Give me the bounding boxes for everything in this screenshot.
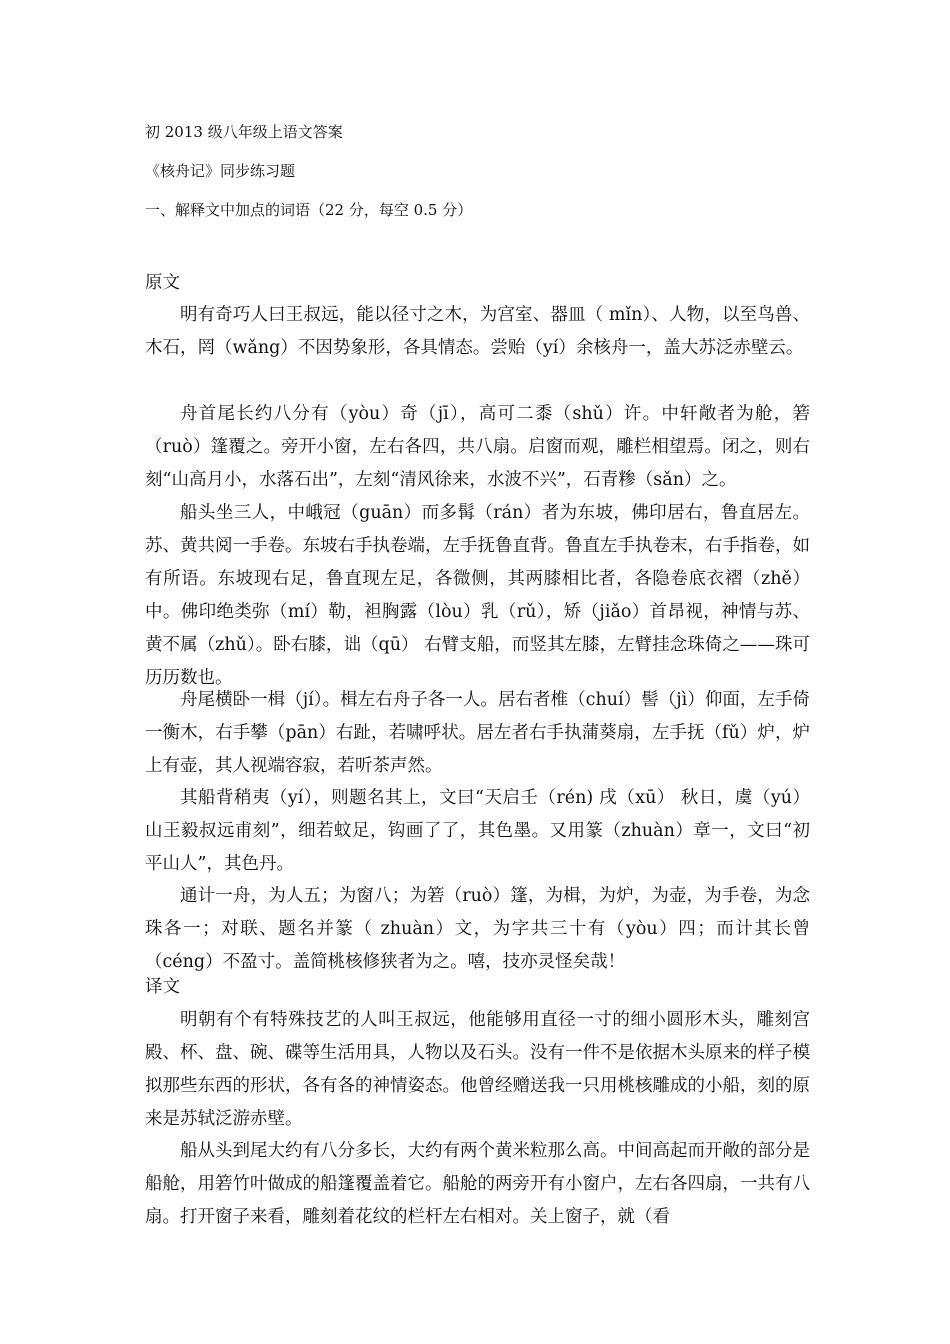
- original-paragraph-3: 船头坐三人，中峨冠（guān）而多髯（rán）者为东坡，佛印居右，鲁直居左。苏、黄共阅一手卷。东坡右手执卷端，左手抚鲁直背。鲁直左手执卷末，右手指卷，如有所语。东坡现右足，鲁直现左足，各微侧，其两膝相比者，各隐卷底衣褶（zhě）中。佛印绝类弥（mí）勒，袒胸露（lòu）乳（rǔ），矫（jiǎo）首昂视，神情与苏、黄不属（zhǔ）。卧右膝，诎（qū） 右臂支船，而竖其左膝，左臂挂念珠倚之——珠可历历数也。: [145, 503, 810, 688]
- exercise-title: 《核舟记》同步练习题: [145, 162, 296, 180]
- original-paragraph-1: 明有奇巧人曰王叔远，能以径寸之木，为宫室、器皿（ mǐn）、人物，以至鸟兽、木石，罔（wǎng）不因势象形，各具情态。尝贻（yí）余核舟一，盖大苏泛赤壁云。: [145, 305, 810, 358]
- original-text-label: 原文: [145, 273, 180, 293]
- question-heading: 一、解释文中加点的词语（22 分，每空 0.5 分）: [145, 201, 473, 219]
- translation-label: 译文: [145, 977, 180, 997]
- translation-paragraph-2: 船从头到尾大约有八分多长，大约有两个黄米粒那么高。中间高起而开敞的部分是船舱，用箬竹叶做成的船篷覆盖着它。船舱的两旁开有小窗户，左右各四扇，一共有八扇。打开窗子来看，雕刻着花纹的栏杆左右相对。关上窗子，就（看: [145, 1141, 810, 1227]
- original-paragraph-5: 其船背稍夷（yí），则题名其上，文曰“天启壬（rén) 戌（xū） 秋日，虞（yú）山王毅叔远甫刻”，细若蚊足，钩画了了，其色墨。又用篆（zhuàn）章一，文曰“初平山人”，其色丹。: [145, 788, 810, 874]
- document-title: 初 2013 级八年级上语文答案: [145, 123, 343, 141]
- original-paragraph-6: 通计一舟，为人五；为窗八；为箬（ruò）篷，为楫，为炉，为壶，为手卷，为念珠各一；对联、题名并篆（ zhuàn）文，为字共三十有（yòu）四；而计其长曾（céng）不盈寸。盖简桃核修狭者为之。嘻，技亦灵怪矣哉！: [145, 886, 810, 972]
- original-paragraph-2: 舟首尾长约八分有（yòu）奇（jī），高可二黍（shǔ）许。中轩敞者为舱，箬（ruò）篷覆之。旁开小窗，左右各四，共八扇。启窗而观，雕栏相望焉。闭之，则右刻“山高月小，水落石出”，左刻“清风徐来，水波不兴”，石青糁（sǎn）之。: [145, 404, 810, 490]
- translation-paragraph-1: 明朝有个有特殊技艺的人叫王叔远，他能够用直径一寸的细小圆形木头，雕刻宫殿、杯、盘、碗、碟等生活用具，人物以及石头。没有一件不是依据木头原来的样子模拟那些东西的形状，各有各的神情姿态。他曾经赠送我一只用桃核雕成的小船，刻的原来是苏轼泛游赤壁。: [145, 1010, 810, 1129]
- original-paragraph-4: 舟尾横卧一楫（jí）。楫左右舟子各一人。居右者椎（chuí）髻（jì）仰面，左手倚一衡木，右手攀（pān）右趾，若啸呼状。居左者右手执蒲葵扇，左手抚（fǔ）炉，炉上有壶，其人视端容寂，若听茶声然。: [145, 690, 810, 776]
